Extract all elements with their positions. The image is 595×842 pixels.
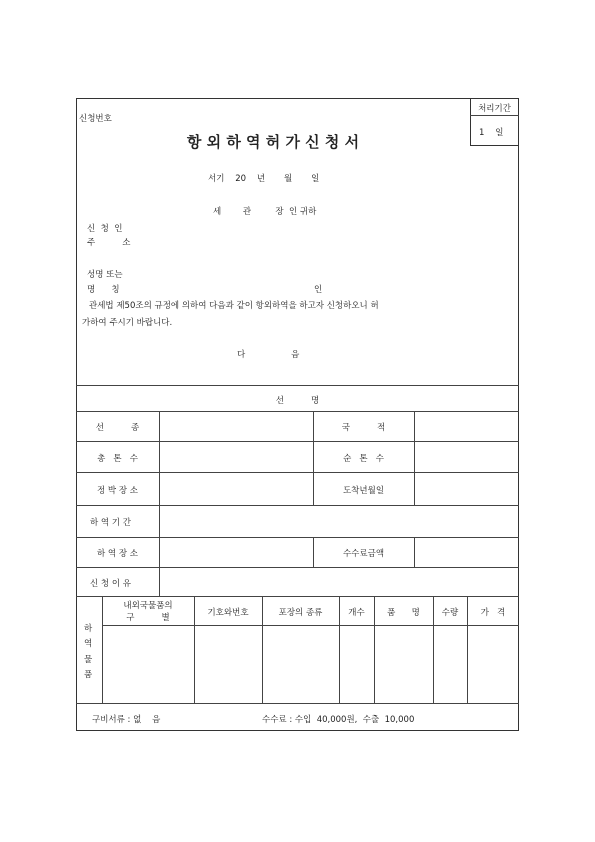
footer-fee: 수수료 : 수입 40,000원, 수출 10,000 bbox=[262, 715, 415, 725]
arrival-date-label: 도착년월일 bbox=[342, 486, 385, 496]
body-line-1: 관세법 제50조의 규정에 의하여 다음과 같이 항외하역을 하고자 신청하오니 허 bbox=[89, 301, 379, 311]
nationality-label: 국 적 bbox=[341, 423, 386, 433]
row-line-6 bbox=[76, 567, 519, 568]
cargo-col-count: 개수 bbox=[348, 608, 365, 618]
mid-column-line-d bbox=[414, 537, 415, 567]
form-title: 항 외 하 역 허 가 신 청 서 bbox=[186, 133, 360, 151]
cargo-side-char-3: 물 bbox=[84, 655, 93, 665]
footer-documents: 구비서류 : 없 음 bbox=[92, 715, 161, 725]
net-tonnage-label: 순 톤 수 bbox=[343, 454, 384, 464]
row-line-2 bbox=[76, 441, 519, 442]
row-line-4 bbox=[76, 505, 519, 506]
cargo-col-package: 포장의 종류 bbox=[278, 608, 323, 618]
cargo-bottom-line bbox=[76, 703, 519, 704]
cargo-col-type-1: 내외국물품의 bbox=[123, 601, 173, 611]
row-line-5 bbox=[76, 537, 519, 538]
application-number-label: 신청번호 bbox=[79, 114, 112, 124]
cargo-side-char-4: 품 bbox=[84, 670, 93, 680]
row-line-1 bbox=[76, 411, 519, 412]
label-column-line bbox=[159, 411, 160, 596]
processing-value: 1 일 bbox=[479, 128, 504, 138]
gross-tonnage-label: 총 톤 수 bbox=[97, 454, 138, 464]
body-line-2: 가하여 주시기 바랍니다. bbox=[82, 318, 173, 328]
ship-name-header: 선 명 bbox=[275, 396, 320, 406]
fee-amount-label: 수수료금액 bbox=[342, 549, 385, 559]
seal-mark: 인 bbox=[314, 285, 323, 295]
processing-label: 처리기간 bbox=[478, 104, 511, 114]
place-label: 하 역 장 소 bbox=[97, 549, 138, 559]
cargo-col-price: 가 격 bbox=[480, 608, 506, 618]
mid-column-line-b bbox=[414, 411, 415, 505]
cargo-side-char-1: 하 bbox=[84, 624, 93, 634]
address-label: 주 소 bbox=[87, 238, 131, 248]
ship-type-label: 선 종 bbox=[95, 423, 140, 433]
cargo-col-qty: 수량 bbox=[441, 608, 459, 618]
addressee: 세 관 장 인 귀하 bbox=[213, 207, 317, 217]
processing-divider bbox=[470, 115, 519, 116]
cargo-col-item: 품 명 bbox=[387, 608, 420, 618]
name-label-2: 명 칭 bbox=[87, 285, 120, 295]
anchorage-label: 정 박 장 소 bbox=[97, 486, 138, 496]
form-frame bbox=[76, 98, 519, 731]
cargo-header-line bbox=[102, 625, 519, 626]
row-line-3 bbox=[76, 472, 519, 473]
date-line: 서기 20 년 월 일 bbox=[208, 174, 320, 184]
cargo-col-mark: 기호와번호 bbox=[207, 608, 249, 618]
table-top-line bbox=[76, 385, 519, 386]
reason-label: 신 청 이 유 bbox=[90, 579, 131, 589]
cargo-col-type-2: 구 별 bbox=[126, 613, 170, 623]
cargo-side-char-2: 역 bbox=[84, 639, 93, 649]
applicant-label: 신 청 인 bbox=[87, 224, 123, 234]
name-label-1: 성명 또는 bbox=[87, 270, 123, 280]
row-line-7 bbox=[76, 596, 519, 597]
below-label: 다 음 bbox=[237, 350, 300, 360]
period-label: 하 역 기 간 bbox=[90, 518, 131, 528]
